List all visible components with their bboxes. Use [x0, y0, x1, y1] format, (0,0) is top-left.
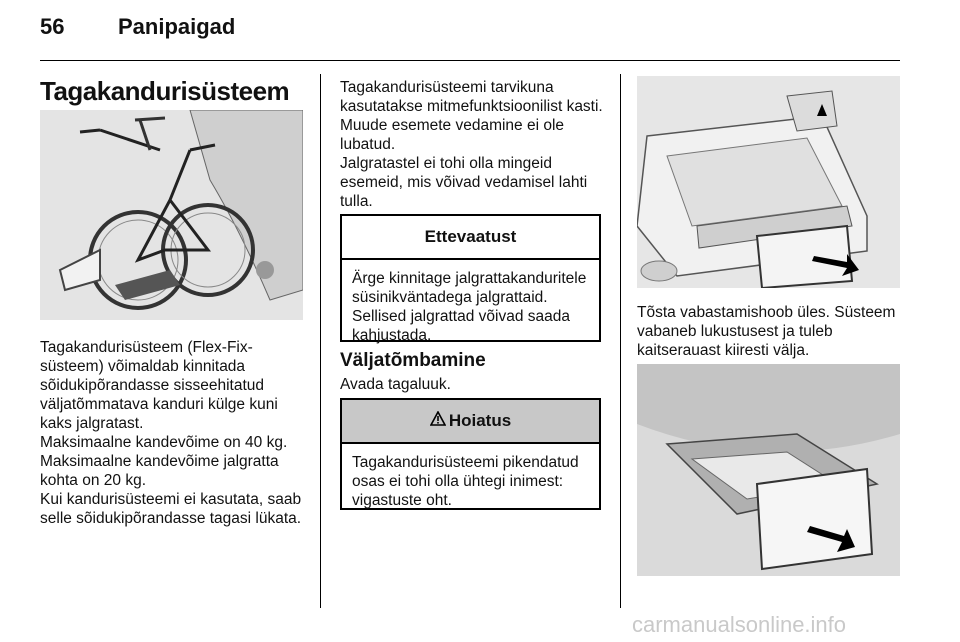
caution-box — [340, 214, 601, 342]
release-lever-illustration — [637, 76, 900, 288]
warning-triangle-icon — [430, 411, 446, 431]
loose-items-paragraph: Jalgratastel ei tohi olla mingeid esemeid, mis võivad vedamisel lahti tulla. — [340, 155, 588, 210]
intro-paragraph: Tagakandurisüsteem (Flex-Fix-süsteem) võimaldab kinnitada sõidukipõrandasse sisseehitatud väljatõmmatava kanduri külge kuni kaks jalgratast. — [40, 339, 278, 432]
warning-box — [340, 398, 601, 510]
bike-carrier-illustration — [40, 110, 303, 320]
carrier-extended-illustration — [637, 364, 900, 576]
capacity-paragraph: Maksimaalne kandevõime on 40 kg. Maksimaalne kandevõime jalgratta kohta on 20 kg. — [40, 434, 288, 489]
page-number: 56 — [40, 14, 65, 39]
warning-header — [342, 400, 599, 444]
section-title: Tagakandurisüsteem — [40, 76, 290, 106]
chapter-title: Panipaigad — [118, 14, 236, 39]
warning-title: Hoiatus — [448, 411, 512, 430]
accessory-paragraph: Tagakandurisüsteemi tarvikuna kasutatakse mitmefunktsioonilist kasti. Muude esemete vedamine ei ole lubatud. — [340, 79, 603, 153]
release-caption: Tõsta vabastamishoob üles. Süsteem vabaneb lukustusest ja tuleb kaitserauast kiiresti välja. — [637, 304, 896, 359]
caution-text: Ärge kinnitage jalgrattakanduritele süsinikväntadega jalgrattaid. Sellised jalgrattad võivad saada kahjustada. — [352, 270, 587, 344]
storage-paragraph: Kui kandurisüsteemi ei kasutata, saab selle sõidukipõrandasse tagasi lükata. — [40, 491, 302, 527]
column-divider-right — [620, 74, 621, 608]
watermark: carmanualsonline.info — [632, 612, 847, 637]
header-divider — [40, 60, 900, 61]
caution-title: Ettevaatust — [342, 216, 599, 260]
extraction-instruction: Avada tagaluuk. — [340, 376, 451, 393]
warning-text: Tagakandurisüsteemi pikendatud osas ei tohi olla ühtegi inimest: vigastuste oht. — [352, 454, 579, 509]
column-divider-left — [320, 74, 321, 608]
extraction-heading: Väljatõmbamine — [340, 350, 486, 371]
